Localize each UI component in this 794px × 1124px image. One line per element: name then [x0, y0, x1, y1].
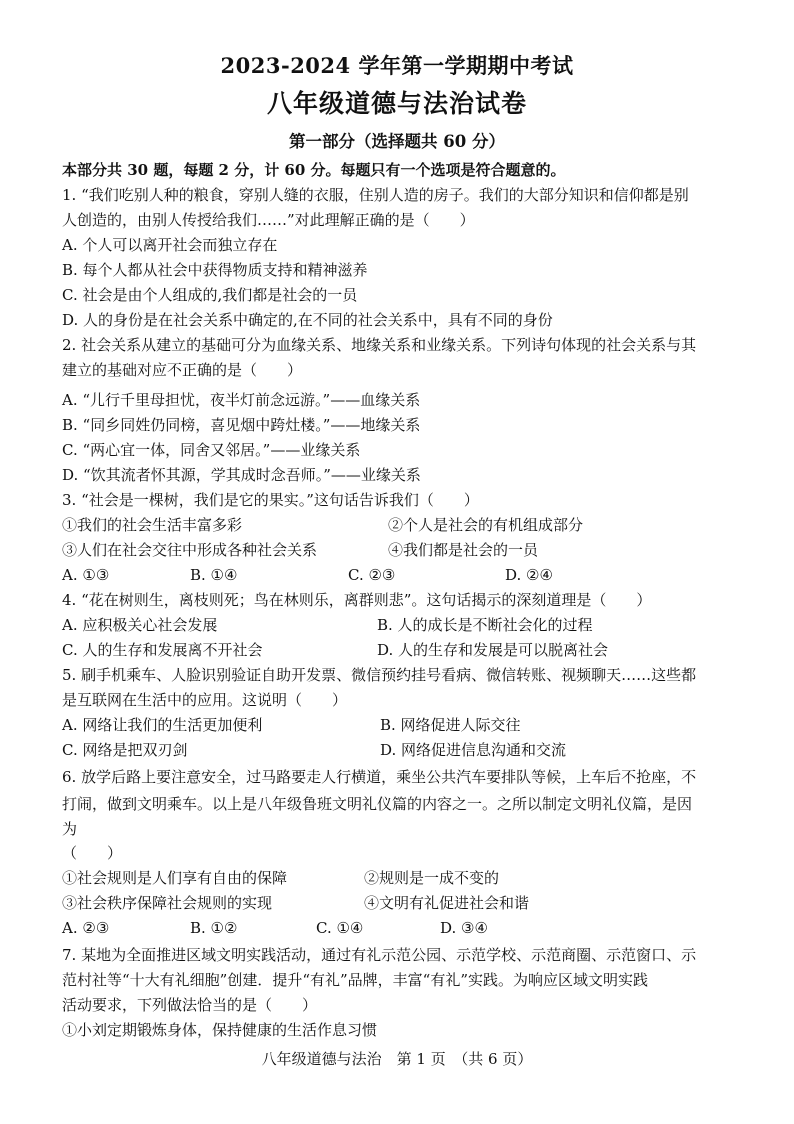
q1-stem-line2: 人创造的，由别人传授给我们……”对此理解正确的是（ ）	[62, 211, 475, 229]
q6-option-b: B. ①②	[190, 919, 238, 937]
q3-statement-2: ②个人是社会的有机组成部分	[388, 516, 584, 534]
q7-statement-1: ①小刘定期锻炼身体，保持健康的生活作息习惯	[62, 1021, 378, 1039]
section-title: 第一部分（选择题共 60 分）	[289, 132, 505, 151]
q1-option-d: D. 人的身份是在社会关系中确定的,在不同的社会关系中，具有不同的身份	[62, 311, 553, 329]
q3-option-c: C. ②③	[348, 566, 396, 584]
page-footer: 八年级道德与法治 第 1 页 （共 6 页）	[261, 1050, 533, 1068]
q6-statement-1: ①社会规则是人们享有自由的保障	[62, 869, 288, 887]
q3-statement-3: ③人们在社会交往中形成各种社会关系	[62, 541, 318, 559]
q5-stem-line1: 5. 刷手机乘车、人脸识别验证自助开发票、微信预约挂号看病、微信转账、视频聊天……这些都	[62, 666, 697, 684]
q3-option-d: D. ②④	[505, 566, 553, 584]
q7-stem-line3: 活动要求，下列做法恰当的是（ ）	[62, 996, 318, 1014]
q4-option-a: A. 应积极关心社会发展	[62, 616, 218, 634]
q6-statement-2: ②规则是一成不变的	[364, 869, 500, 887]
q4-option-b: B. 人的成长是不断社会化的过程	[377, 616, 593, 634]
q1-stem-line1: 1. “我们吃别人种的粮食，穿别人缝的衣服，住别人造的房子。我们的大部分知识和信仰都是别	[62, 186, 689, 204]
q6-option-a: A. ②③	[62, 919, 110, 937]
q2-stem-line1: 2. 社会关系从建立的基础可分为血缘关系、地缘关系和业缘关系。下列诗句体现的社会关系与其	[62, 336, 697, 354]
q7-stem-line2: 范村社等“十大有礼细胞”创建．提升“有礼”品牌，丰富“有礼”实践。为响应区域文明实践	[62, 971, 649, 989]
q3-stem: 3. “社会是一棵树，我们是它的果实。”这句话告诉我们（ ）	[62, 491, 479, 509]
q6-option-d: D. ③④	[440, 919, 488, 937]
exam-title-subject: 八年级道德与法治试卷	[266, 89, 527, 118]
q3-option-b: B. ①④	[190, 566, 238, 584]
q5-option-b: B. 网络促进人际交往	[380, 716, 521, 734]
q5-option-a: A. 网络让我们的生活更加便利	[62, 716, 263, 734]
q3-statement-4: ④我们都是社会的一员	[388, 541, 539, 559]
q5-option-d: D. 网络促进信息沟通和交流	[380, 741, 567, 759]
q4-option-c: C. 人的生存和发展离不开社会	[62, 641, 263, 659]
q2-option-a: A. “儿行千里母担忧，夜半灯前念远游。”——血缘关系	[62, 391, 421, 409]
section-instructions: 本部分共 30 题，每题 2 分，计 60 分。每题只有一个选项是符合题意的。	[62, 161, 566, 179]
q6-option-c: C. ①④	[316, 919, 364, 937]
q6-stem-line4: （ ）	[62, 844, 123, 862]
q1-option-c: C. 社会是由个人组成的,我们都是社会的一员	[62, 286, 358, 304]
q6-statement-4: ④文明有礼促进社会和谐	[364, 894, 530, 912]
q6-statement-3: ③社会秩序保障社会规则的实现	[62, 894, 273, 912]
q4-option-d: D. 人的生存和发展是可以脱离社会	[377, 641, 609, 659]
exam-title-year: 2023-2024 学年第一学期期中考试	[220, 53, 574, 78]
q2-option-d: D. “饮其流者怀其源，学其成时念吾师。”——业缘关系	[62, 466, 421, 484]
q2-option-b: B. “同乡同姓仍同榜，喜见烟中跨灶楼。”——地缘关系	[62, 416, 421, 434]
q6-stem-line3: 为	[62, 820, 78, 838]
q2-option-c: C. “两心宜一体，同舍又邻居。”——业缘关系	[62, 441, 361, 459]
q6-stem-line1: 6. 放学后路上要注意安全，过马路要走人行横道，乘坐公共汽车要排队等候，上车后不抢座，不	[62, 768, 697, 786]
q5-option-c: C. 网络是把双刃剑	[62, 741, 188, 759]
q1-option-a: A. 个人可以离开社会而独立存在	[62, 236, 278, 254]
q6-stem-line2: 打闹，做到文明乘车。以上是八年级鲁班文明礼仪篇的内容之一。之所以制定文明礼仪篇，是因	[62, 795, 693, 813]
q2-stem-line2: 建立的基础对应不正确的是（ ）	[62, 361, 303, 379]
q4-stem: 4. “花在树则生，离枝则死；鸟在林则乐，离群则悲”。这句话揭示的深刻道理是（ ）	[62, 591, 652, 609]
q7-stem-line1: 7. 某地为全面推进区域文明实践活动，通过有礼示范公园、示范学校、示范商圈、示范窗口、示	[62, 946, 697, 964]
q3-option-a: A. ①③	[62, 566, 110, 584]
q3-statement-1: ①我们的社会生活丰富多彩	[62, 516, 243, 534]
q1-option-b: B. 每个人都从社会中获得物质支持和精神滋养	[62, 261, 368, 279]
q5-stem-line2: 是互联网在生活中的应用。这说明（ ）	[62, 691, 348, 709]
